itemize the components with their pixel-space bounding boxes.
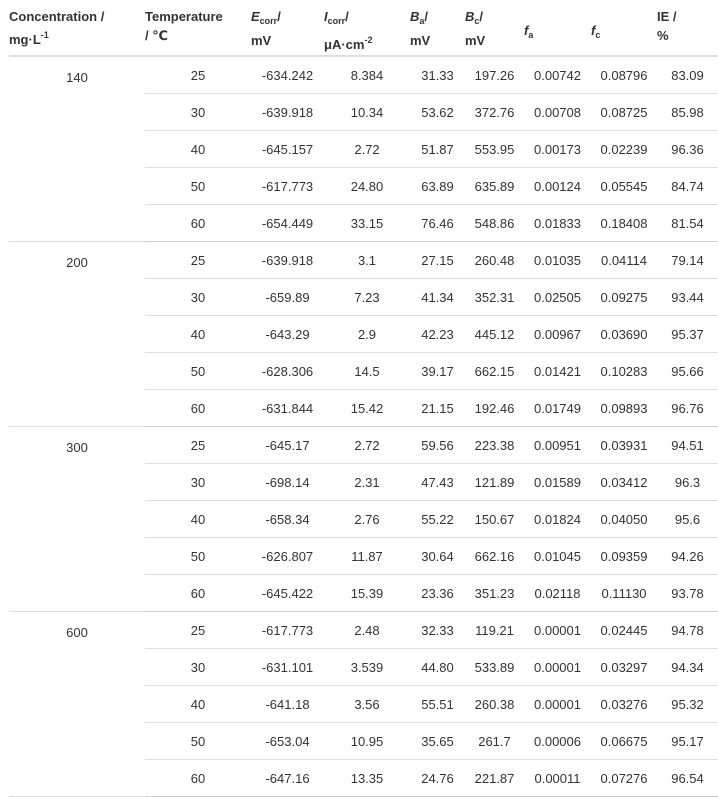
bc-cell: 119.21 — [465, 612, 524, 649]
ecorr-cell: -645.422 — [251, 575, 324, 612]
fc-cell: 0.09893 — [591, 390, 657, 427]
ie-cell: 93.44 — [657, 279, 718, 316]
ie-cell: 79.14 — [657, 242, 718, 279]
temperature-cell: 25 — [145, 427, 251, 464]
bc-cell: 553.95 — [465, 131, 524, 168]
temperature-cell: 25 — [145, 612, 251, 649]
fa-cell: 0.01749 — [524, 390, 591, 427]
ecorr-cell: -628.306 — [251, 353, 324, 390]
temperature-cell: 30 — [145, 649, 251, 686]
bc-cell: 662.15 — [465, 353, 524, 390]
bc-cell: 662.16 — [465, 538, 524, 575]
bc-cell: 261.7 — [465, 723, 524, 760]
ie-cell: 96.54 — [657, 760, 718, 797]
ie-cell: 93.78 — [657, 575, 718, 612]
header-icorr: $I_{corr}/$ $\mu A\cdot cm^{-2}$ — [324, 0, 410, 56]
icorr-cell: 2.48 — [324, 612, 410, 649]
ecorr-cell: -645.157 — [251, 131, 324, 168]
table-body — [9, 56, 718, 797]
ie-cell: 95.17 — [657, 723, 718, 760]
ecorr-cell: -645.17 — [251, 427, 324, 464]
fa-cell: 0.01421 — [524, 353, 591, 390]
temperature-cell: 60 — [145, 575, 251, 612]
bc-cell: 221.87 — [465, 760, 524, 797]
concentration-cell: 300 — [9, 427, 145, 612]
ecorr-cell: -639.918 — [251, 94, 324, 131]
ie-cell: 94.34 — [657, 649, 718, 686]
temperature-cell: 60 — [145, 205, 251, 242]
ba-cell: 53.62 — [410, 94, 465, 131]
fc-cell: 0.05545 — [591, 168, 657, 205]
fa-cell: 0.00001 — [524, 612, 591, 649]
ba-cell: 63.89 — [410, 168, 465, 205]
ie-cell: 95.66 — [657, 353, 718, 390]
bc-cell: 121.89 — [465, 464, 524, 501]
temperature-cell: 50 — [145, 353, 251, 390]
ba-cell: 44.80 — [410, 649, 465, 686]
ecorr-cell: -631.844 — [251, 390, 324, 427]
ba-cell: 23.36 — [410, 575, 465, 612]
icorr-cell: 10.34 — [324, 94, 410, 131]
bc-cell: 372.76 — [465, 94, 524, 131]
header-fc: $f_c$ — [591, 0, 657, 56]
fa-cell: 0.02505 — [524, 279, 591, 316]
temperature-cell: 30 — [145, 94, 251, 131]
fc-cell: 0.04050 — [591, 501, 657, 538]
icorr-cell: 2.76 — [324, 501, 410, 538]
icorr-cell: 2.31 — [324, 464, 410, 501]
ie-cell: 95.6 — [657, 501, 718, 538]
fa-cell: 0.00011 — [524, 760, 591, 797]
fa-cell: 0.00967 — [524, 316, 591, 353]
ba-cell: 55.22 — [410, 501, 465, 538]
ba-cell: 47.43 — [410, 464, 465, 501]
ecorr-cell: -617.773 — [251, 612, 324, 649]
fc-cell: 0.08796 — [591, 56, 657, 94]
fc-cell: 0.08725 — [591, 94, 657, 131]
fc-cell: 0.11130 — [591, 575, 657, 612]
fc-cell: 0.03412 — [591, 464, 657, 501]
icorr-cell: 10.95 — [324, 723, 410, 760]
temperature-cell: 40 — [145, 501, 251, 538]
table-row — [9, 427, 718, 464]
bc-cell: 260.48 — [465, 242, 524, 279]
concentration-cell: 200 — [9, 242, 145, 427]
fc-cell: 0.09359 — [591, 538, 657, 575]
ecorr-cell: -653.04 — [251, 723, 324, 760]
header-fa: $f_a$ — [524, 0, 591, 56]
ecorr-cell: -617.773 — [251, 168, 324, 205]
ba-cell: 27.15 — [410, 242, 465, 279]
temperature-cell: 40 — [145, 686, 251, 723]
fc-cell: 0.10283 — [591, 353, 657, 390]
ba-cell: 41.34 — [410, 279, 465, 316]
ie-cell: 84.74 — [657, 168, 718, 205]
bc-cell: 150.67 — [465, 501, 524, 538]
header-row — [9, 0, 718, 56]
icorr-cell: 3.1 — [324, 242, 410, 279]
fa-cell: 0.01589 — [524, 464, 591, 501]
icorr-cell: 24.80 — [324, 168, 410, 205]
temperature-cell: 40 — [145, 131, 251, 168]
icorr-cell: 15.39 — [324, 575, 410, 612]
ba-cell: 21.15 — [410, 390, 465, 427]
bc-cell: 260.38 — [465, 686, 524, 723]
temperature-cell: 60 — [145, 390, 251, 427]
fa-cell: 0.02118 — [524, 575, 591, 612]
ie-cell: 95.37 — [657, 316, 718, 353]
fc-cell: 0.04114 — [591, 242, 657, 279]
icorr-cell: 13.35 — [324, 760, 410, 797]
icorr-cell: 11.87 — [324, 538, 410, 575]
ba-cell: 39.17 — [410, 353, 465, 390]
header-concentration: Concentration / $mg\cdot L^{-1}$ — [9, 0, 145, 56]
icorr-cell: 8.384 — [324, 56, 410, 94]
fa-cell: 0.01833 — [524, 205, 591, 242]
fc-cell: 0.07276 — [591, 760, 657, 797]
temperature-cell: 60 — [145, 760, 251, 797]
bc-cell: 548.86 — [465, 205, 524, 242]
fc-cell: 0.03931 — [591, 427, 657, 464]
ba-cell: 24.76 — [410, 760, 465, 797]
fc-cell: 0.06675 — [591, 723, 657, 760]
header-ie: IE / % — [657, 0, 718, 56]
temperature-cell: 50 — [145, 538, 251, 575]
ie-cell: 96.3 — [657, 464, 718, 501]
fa-cell: 0.00173 — [524, 131, 591, 168]
fa-cell: 0.00951 — [524, 427, 591, 464]
ba-cell: 35.65 — [410, 723, 465, 760]
ecorr-cell: -626.807 — [251, 538, 324, 575]
ecorr-cell: -641.18 — [251, 686, 324, 723]
ie-cell: 94.26 — [657, 538, 718, 575]
bc-cell: 192.46 — [465, 390, 524, 427]
icorr-cell: 2.72 — [324, 427, 410, 464]
fc-cell: 0.02239 — [591, 131, 657, 168]
fa-cell: 0.00708 — [524, 94, 591, 131]
concentration-cell: 600 — [9, 612, 145, 797]
header-ecorr: $E_{corr}/$ mV — [251, 0, 324, 56]
fa-cell: 0.01824 — [524, 501, 591, 538]
ecorr-cell: -634.242 — [251, 56, 324, 94]
icorr-cell: 3.539 — [324, 649, 410, 686]
fc-cell: 0.18408 — [591, 205, 657, 242]
bc-cell: 445.12 — [465, 316, 524, 353]
temperature-cell: 25 — [145, 242, 251, 279]
bc-cell: 351.23 — [465, 575, 524, 612]
fa-cell: 0.00124 — [524, 168, 591, 205]
table-row — [9, 242, 718, 279]
bc-cell: 197.26 — [465, 56, 524, 94]
table-row — [9, 612, 718, 649]
temperature-cell: 40 — [145, 316, 251, 353]
ie-cell: 96.76 — [657, 390, 718, 427]
ba-cell: 55.51 — [410, 686, 465, 723]
concentration-cell: 140 — [9, 56, 145, 242]
ecorr-cell: -643.29 — [251, 316, 324, 353]
ba-cell: 76.46 — [410, 205, 465, 242]
icorr-cell: 15.42 — [324, 390, 410, 427]
icorr-cell: 3.56 — [324, 686, 410, 723]
ecorr-cell: -631.101 — [251, 649, 324, 686]
fc-cell: 0.02445 — [591, 612, 657, 649]
icorr-cell: 2.72 — [324, 131, 410, 168]
bc-cell: 223.38 — [465, 427, 524, 464]
ie-cell: 94.78 — [657, 612, 718, 649]
ba-cell: 32.33 — [410, 612, 465, 649]
fc-cell: 0.03297 — [591, 649, 657, 686]
temperature-cell: 25 — [145, 56, 251, 94]
icorr-cell: 7.23 — [324, 279, 410, 316]
ba-cell: 31.33 — [410, 56, 465, 94]
fa-cell: 0.00001 — [524, 686, 591, 723]
ie-cell: 95.32 — [657, 686, 718, 723]
bc-cell: 533.89 — [465, 649, 524, 686]
header-bc: $B_c/$ mV — [465, 0, 524, 56]
ie-cell: 83.09 — [657, 56, 718, 94]
fa-cell: 0.00742 — [524, 56, 591, 94]
fa-cell: 0.01035 — [524, 242, 591, 279]
temperature-cell: 50 — [145, 168, 251, 205]
ba-cell: 59.56 — [410, 427, 465, 464]
fa-cell: 0.01045 — [524, 538, 591, 575]
ecorr-cell: -658.34 — [251, 501, 324, 538]
data-table — [9, 0, 718, 797]
temperature-cell: 30 — [145, 279, 251, 316]
ie-cell: 94.51 — [657, 427, 718, 464]
fc-cell: 0.03690 — [591, 316, 657, 353]
fa-cell: 0.00001 — [524, 649, 591, 686]
ie-cell: 81.54 — [657, 205, 718, 242]
ecorr-cell: -659.89 — [251, 279, 324, 316]
header-ba: $B_a/$ mV — [410, 0, 465, 56]
ecorr-cell: -698.14 — [251, 464, 324, 501]
ba-cell: 30.64 — [410, 538, 465, 575]
bc-cell: 352.31 — [465, 279, 524, 316]
temperature-cell: 50 — [145, 723, 251, 760]
fc-cell: 0.09275 — [591, 279, 657, 316]
ecorr-cell: -647.16 — [251, 760, 324, 797]
temperature-cell: 30 — [145, 464, 251, 501]
icorr-cell: 2.9 — [324, 316, 410, 353]
ie-cell: 96.36 — [657, 131, 718, 168]
icorr-cell: 33.15 — [324, 205, 410, 242]
bc-cell: 635.89 — [465, 168, 524, 205]
ie-cell: 85.98 — [657, 94, 718, 131]
ecorr-cell: -654.449 — [251, 205, 324, 242]
ecorr-cell: -639.918 — [251, 242, 324, 279]
table-row — [9, 56, 718, 94]
fa-cell: 0.00006 — [524, 723, 591, 760]
ba-cell: 42.23 — [410, 316, 465, 353]
fc-cell: 0.03276 — [591, 686, 657, 723]
header-temperature: Temperature / ℃ — [145, 0, 251, 56]
icorr-cell: 14.5 — [324, 353, 410, 390]
ba-cell: 51.87 — [410, 131, 465, 168]
